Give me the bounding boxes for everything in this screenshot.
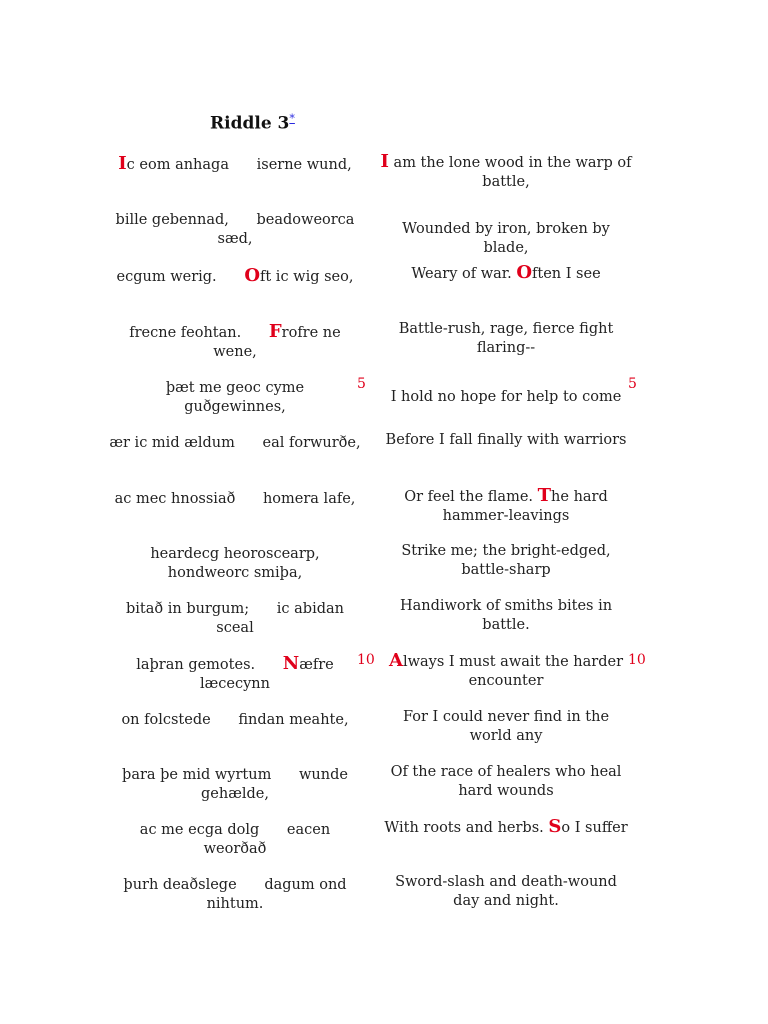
modern-english-line [380,320,632,357]
drop-capital: A [388,650,403,671]
line-number: 5 [628,376,637,392]
modern-english-line [380,388,632,407]
line-text: c eom anhaga iserne wund, [126,157,352,173]
modern-english-line [380,153,632,191]
line-text: ften I see [532,266,601,282]
footnote-link[interactable]: * [289,112,295,125]
old-english-line [108,211,362,248]
line-text: lways I must await the harder encounter [402,654,624,689]
line-text: rofre ne wene, [213,325,341,360]
old-english-line [108,490,362,509]
line-text: þurh deaðslege dagum ond nihtum. [123,877,352,912]
line-text: ac mec hnossiað homera lafe, [114,491,356,507]
old-english-line [108,545,362,582]
line-text: ecgum werig. [116,269,245,285]
line-text: Wounded by iron, broken by blade, [402,221,610,256]
old-english-line [108,323,362,361]
old-english-line [108,766,362,803]
old-english-line [108,655,362,693]
old-english-line [108,821,362,858]
old-english-line [108,379,362,416]
line-number: 10 [357,652,375,668]
old-english-line [108,711,362,730]
drop-capital: N [282,653,300,674]
modern-english-line [380,873,632,910]
drop-capital: O [516,262,532,283]
line-text: Battle-rush, rage, fierce fight flaring-- [398,321,614,356]
line-text: For I could never find in the world any [402,709,610,744]
line-text: þara þe mid wyrtum wunde gehælde, [122,767,353,802]
old-english-line [108,876,362,913]
line-text: ær ic mid ældum eal forwurðe, [109,435,361,451]
modern-english-line [380,487,632,525]
line-text: o I suffer [561,820,628,836]
modern-english-line [380,542,632,579]
line-text: þæt me geoc cyme guðgewinnes, [165,380,332,415]
modern-english-line [380,818,632,838]
old-english-line [108,434,362,453]
line-text: ft ic wig seo, [260,269,354,285]
drop-capital: I [118,153,127,174]
line-text: I hold no hope for help to come [390,389,622,405]
line-text: Or feel the flame. [404,489,538,505]
line-text: ac me ecga dolg eacen weorðað [139,822,335,857]
modern-english-line [380,652,632,690]
line-text: am the lone wood in the warp of battle, [388,155,632,190]
modern-english-line [380,708,632,745]
drop-capital: F [268,321,282,342]
modern-english-line [380,264,632,284]
old-english-line [108,267,362,287]
line-text: Before I fall finally with warriors [385,432,627,448]
drop-capital: T [537,485,552,506]
line-text: Weary of war. [411,266,517,282]
line-text: bille gebennad, beadoweorca sæd, [115,212,360,247]
modern-english-line [380,431,632,450]
old-english-line [108,155,362,175]
modern-english-line [380,763,632,800]
drop-capital: S [548,816,562,837]
page-title: Riddle 3* [210,112,295,134]
line-text: Sword-slash and death-wound day and night. [395,874,617,909]
line-text: With roots and herbs. [384,820,549,836]
line-text: frecne feohtan. [129,325,269,341]
drop-capital: I [380,151,389,172]
line-text: Of the race of healers who heal hard wounds [390,764,622,799]
line-text: Strike me; the bright-edged, battle-sharp [401,543,611,578]
modern-english-line [380,220,632,257]
line-text: he hard hammer-leavings [442,489,608,524]
drop-capital: O [244,265,260,286]
line-text: bitað in burgum; ic abidan sceal [126,601,349,636]
line-text: æfre læcecynn [200,657,334,692]
line-number: 5 [357,376,366,392]
line-text: on folcstede findan meahte, [121,712,349,728]
modern-english-line [380,597,632,634]
line-text: heardecg heoroscearp, hondweorc smiþa, [150,546,348,581]
old-english-line [108,600,362,637]
line-text: laþran gemotes. [136,657,283,673]
line-number: 10 [628,652,646,668]
line-text: Handiwork of smiths bites in battle. [399,598,613,633]
